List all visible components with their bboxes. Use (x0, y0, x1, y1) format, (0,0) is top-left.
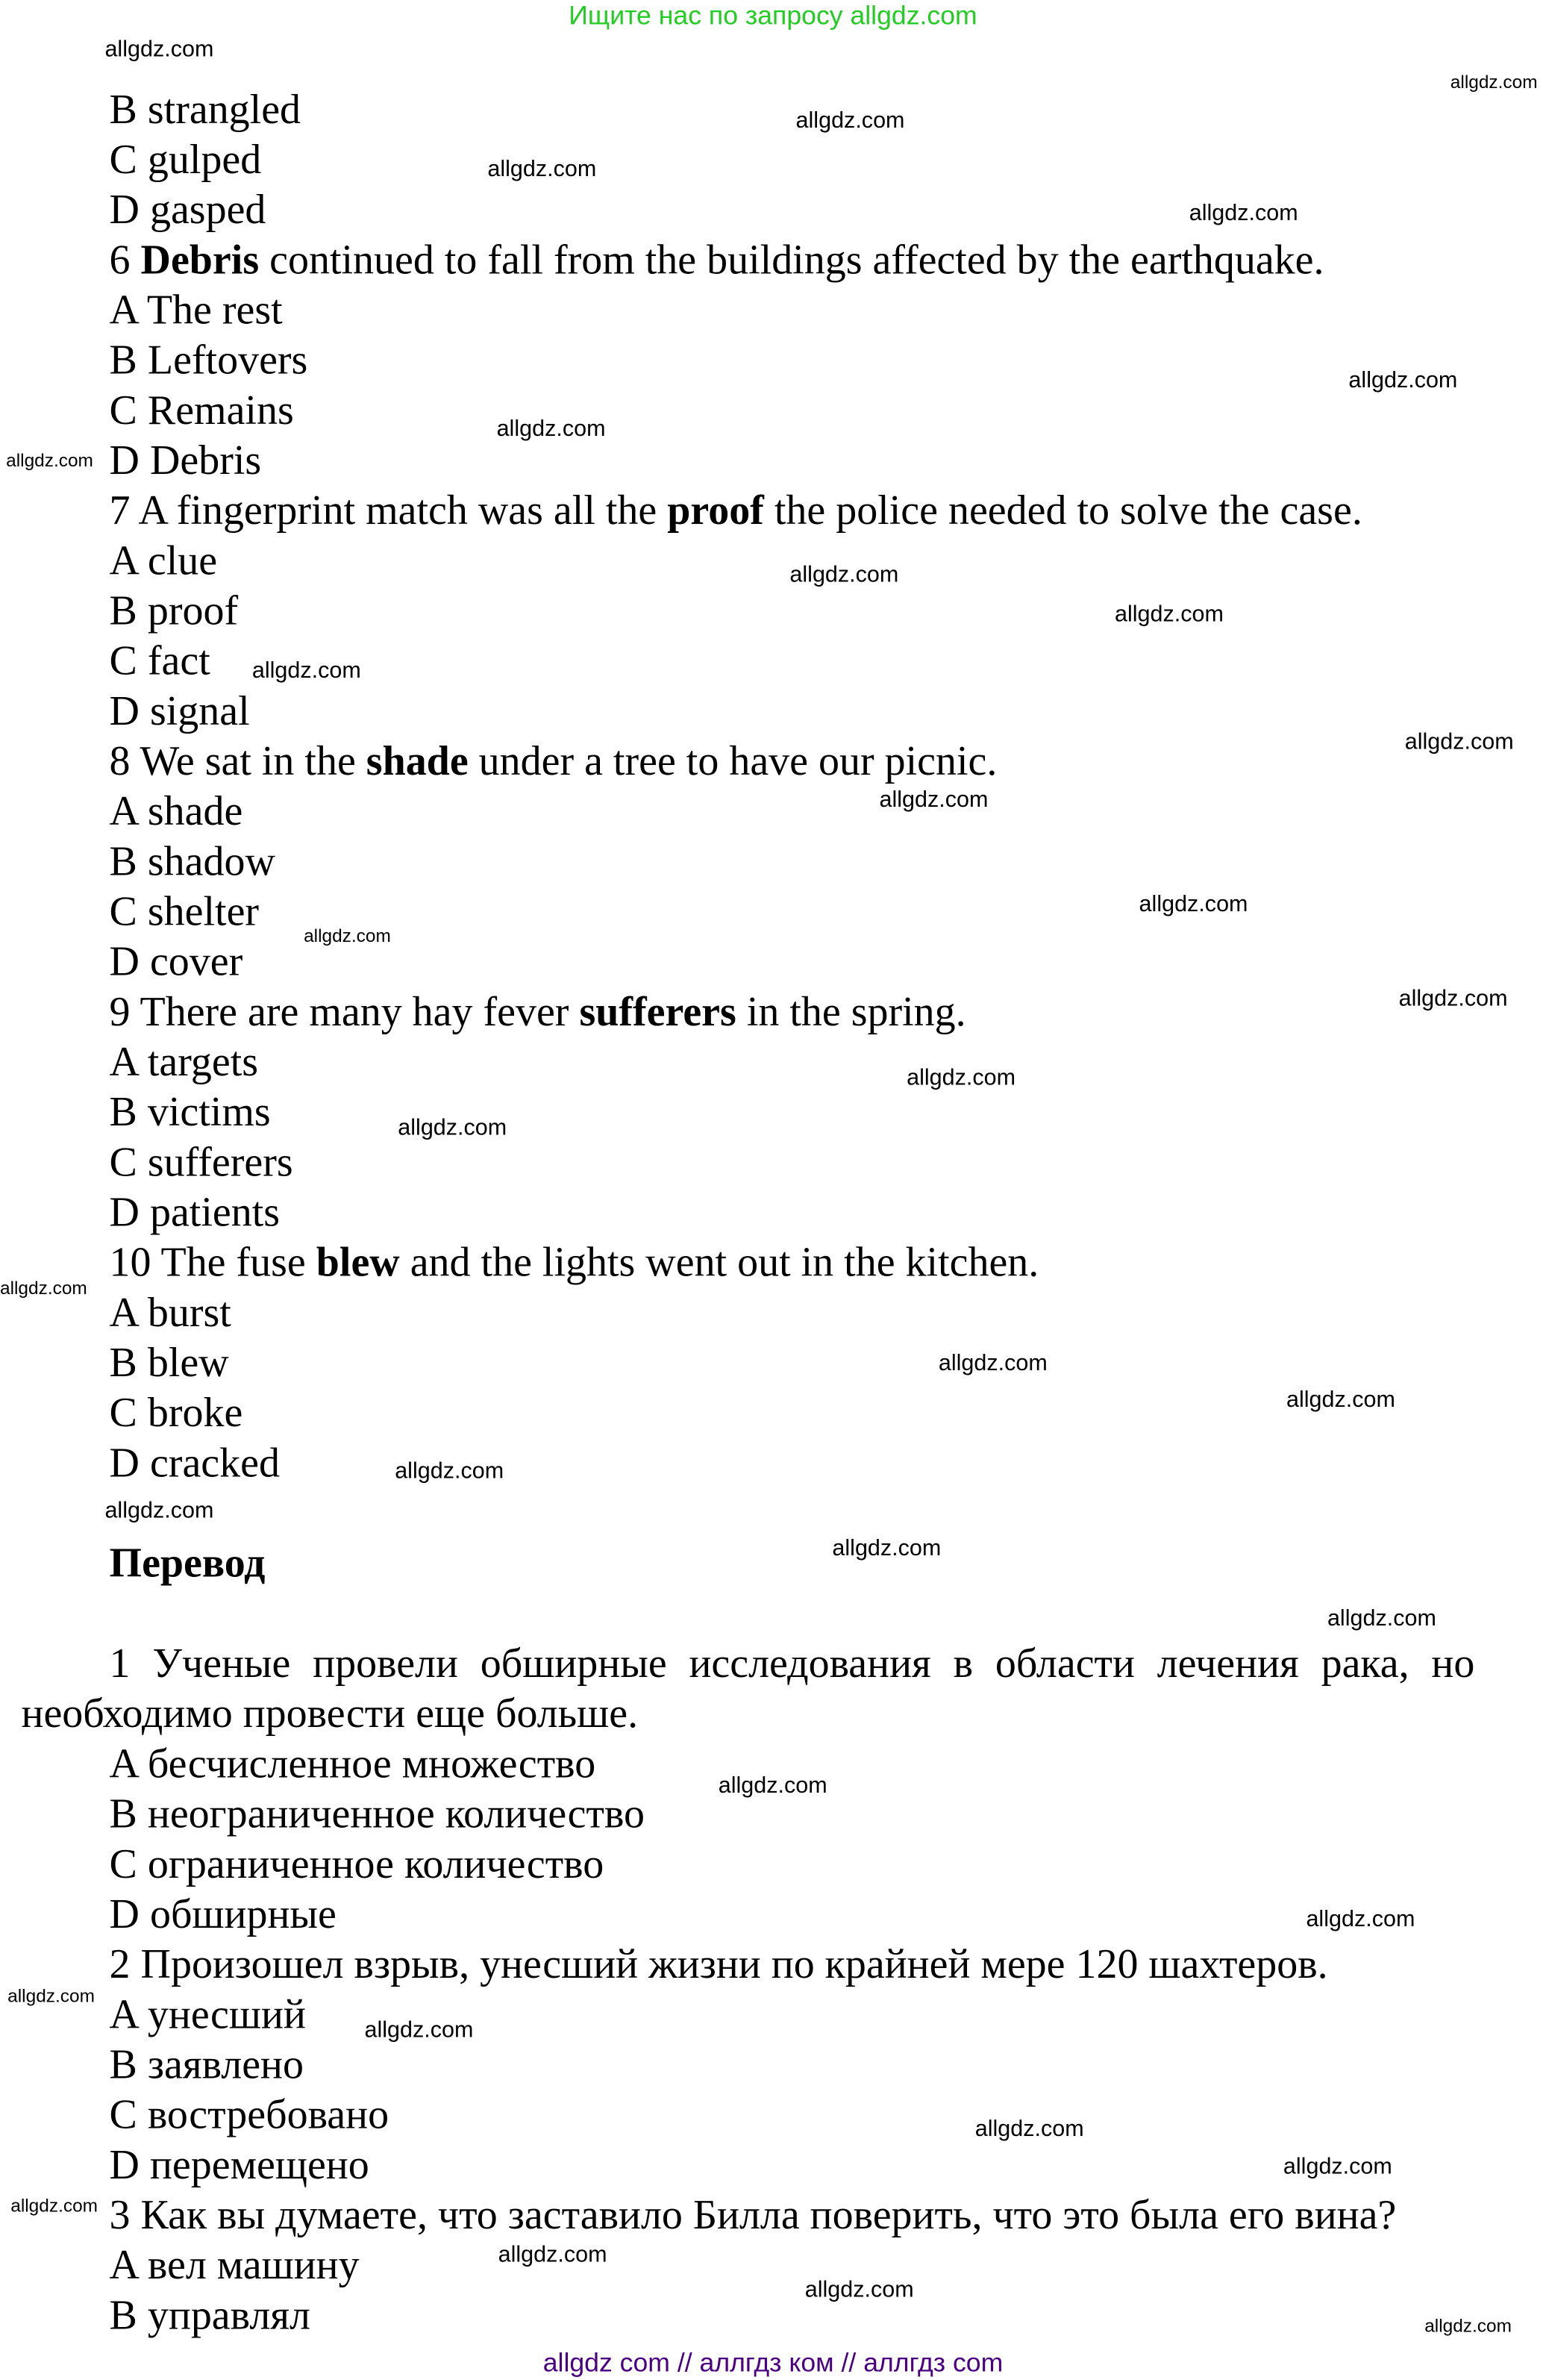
watermark: allgdz.com (7, 1985, 95, 2007)
translation-heading: Перевод (109, 1538, 266, 1586)
line-text: C sufferers (109, 1137, 293, 1185)
line-text: A clue (109, 536, 218, 584)
answer-option (110, 1037, 259, 1084)
answer-option (110, 286, 283, 333)
translation-answer-option: C ограниченное количество (109, 1839, 604, 1887)
watermark: allgdz.com (1139, 891, 1248, 918)
watermark: allgdz.com (832, 1535, 942, 1562)
answer-option (110, 1388, 243, 1435)
line-text: D cracked (109, 1438, 280, 1486)
answer-option (110, 436, 262, 483)
line-text: D patients (109, 1187, 281, 1235)
highlighted-word: proof (667, 486, 764, 534)
watermark: allgdz.com (795, 107, 905, 134)
answer-option (110, 1188, 281, 1235)
translation-answer-option: A унесший (109, 1990, 306, 2037)
line-text: C fact (109, 636, 210, 684)
line-text: D cover (109, 937, 243, 984)
line-text: A shade (109, 787, 243, 834)
question-line (110, 235, 1324, 282)
line-text: D gasped (109, 185, 266, 233)
line-text: C shelter (109, 887, 260, 934)
watermark: allgdz.com (398, 1114, 507, 1141)
line-text: A The rest (109, 285, 283, 333)
question-line (110, 486, 1362, 533)
watermark: allgdz.com (104, 1497, 214, 1524)
watermark: allgdz.com (304, 925, 391, 947)
answer-option (110, 837, 275, 884)
translation-question-line: 2 Произошел взрыв, унесший жизни по крайней мере 120 шахтеров. (109, 1940, 1328, 1987)
line-text: B Leftovers (109, 335, 308, 383)
translation-answer-option: A вел машину (109, 2240, 360, 2288)
answer-option (110, 1338, 229, 1385)
answer-option (110, 536, 218, 583)
highlighted-word: sufferers (579, 987, 736, 1035)
watermark: allgdz.com (1450, 71, 1538, 93)
watermark: allgdz.com (1283, 2154, 1392, 2180)
line-text: in the spring. (736, 987, 966, 1035)
watermark: allgdz.com (1189, 200, 1298, 227)
answer-option (110, 637, 210, 684)
watermark: allgdz.com (395, 1458, 504, 1484)
line-text: continued to fall from the buildings affected by the earthquake. (259, 235, 1324, 283)
line-text: 7 A fingerprint match was all the (109, 486, 668, 534)
watermark: allgdz.com (0, 1277, 87, 1299)
answer-option (110, 1439, 280, 1486)
highlighted-word: shade (366, 737, 469, 784)
question-line (110, 737, 998, 784)
line-text: C broke (109, 1388, 243, 1436)
footer-banner: allgdz com // аллгдз ком // аллгдз com (542, 2346, 1004, 2378)
answer-option (110, 587, 239, 634)
line-text: A burst (109, 1288, 231, 1336)
highlighted-word: blew (316, 1237, 400, 1285)
line-text: B shadow (109, 837, 275, 884)
line-text: B proof (109, 586, 239, 634)
watermark: allgdz.com (10, 2195, 98, 2217)
translation-paragraph-line: необходимо провести еще больше. (21, 1689, 639, 1737)
translation-question-line: 3 Как вы думаете, что заставило Билла поверить, что это была его вина? (109, 2190, 1397, 2238)
question-line (110, 1238, 1039, 1285)
translation-answer-option: D перемещено (109, 2140, 369, 2187)
translation-answer-option: B управлял (109, 2290, 310, 2338)
translation-answer-option: C востребовано (109, 2090, 389, 2137)
line-text: 8 We sat in the (109, 737, 366, 784)
line-text: D Debris (109, 436, 262, 484)
translation-answer-option: D обширные (109, 1890, 337, 1937)
line-text: the police needed to solve the case. (763, 486, 1362, 534)
watermark: allgdz.com (1398, 985, 1508, 1012)
translation-answer-option: B неограниченное количество (109, 1789, 645, 1837)
line-text: under a tree to have our picnic. (468, 737, 998, 784)
answer-option (110, 887, 260, 934)
answer-option (110, 386, 294, 433)
line-text: 6 (109, 235, 141, 283)
line-text: 9 There are many hay fever (109, 987, 580, 1035)
line-text: B blew (109, 1338, 229, 1386)
translation-answer-option: B заявлено (109, 2040, 304, 2087)
line-text: B victims (109, 1087, 271, 1135)
watermark: allgdz.com (1424, 2314, 1512, 2337)
watermark: allgdz.com (6, 449, 93, 471)
watermark: allgdz.com (1306, 1906, 1415, 1933)
watermark: allgdz.com (804, 2277, 914, 2303)
watermark: allgdz.com (496, 416, 606, 443)
header-banner: Ищите нас по запросу allgdz.com (569, 0, 977, 31)
watermark: allgdz.com (1286, 1387, 1395, 1413)
line-text: A targets (109, 1037, 259, 1085)
answer-option (110, 85, 301, 132)
watermark: allgdz.com (718, 1772, 827, 1799)
watermark: allgdz.com (1404, 728, 1514, 755)
answer-option (110, 1138, 293, 1185)
translation-answer-option: A бесчисленное множество (109, 1739, 596, 1787)
watermark: allgdz.com (879, 787, 989, 813)
watermark: allgdz.com (1327, 1605, 1436, 1632)
answer-option (110, 185, 266, 232)
watermark: allgdz.com (104, 36, 214, 63)
line-text: D signal (109, 687, 250, 734)
watermark: allgdz.com (487, 156, 597, 183)
translation-paragraph-line: 1 Ученые провели обширные исследования в области лечения рака, но (109, 1639, 1475, 1687)
line-text: 10 The fuse (109, 1237, 316, 1285)
answer-option (110, 1087, 271, 1134)
highlighted-word: Debris (140, 235, 260, 283)
watermark: allgdz.com (974, 2116, 1084, 2142)
watermark: allgdz.com (1114, 602, 1224, 628)
watermark: allgdz.com (364, 2017, 474, 2043)
line-text: and the lights went out in the kitchen. (399, 1237, 1039, 1285)
watermark: allgdz.com (251, 658, 361, 684)
answer-option (110, 336, 308, 383)
watermark: allgdz.com (1348, 367, 1458, 394)
watermark: allgdz.com (907, 1064, 1016, 1091)
watermark: allgdz.com (938, 1350, 1048, 1377)
answer-option (110, 787, 243, 834)
answer-option (110, 687, 250, 734)
line-text: B strangled (109, 84, 301, 133)
question-line (110, 987, 966, 1034)
answer-option (110, 937, 243, 984)
line-text: C gulped (109, 135, 262, 183)
line-text: C Remains (109, 385, 294, 434)
watermark: allgdz.com (498, 2242, 607, 2268)
answer-option (110, 1288, 231, 1335)
watermark: allgdz.com (789, 562, 899, 588)
answer-option (110, 135, 262, 182)
